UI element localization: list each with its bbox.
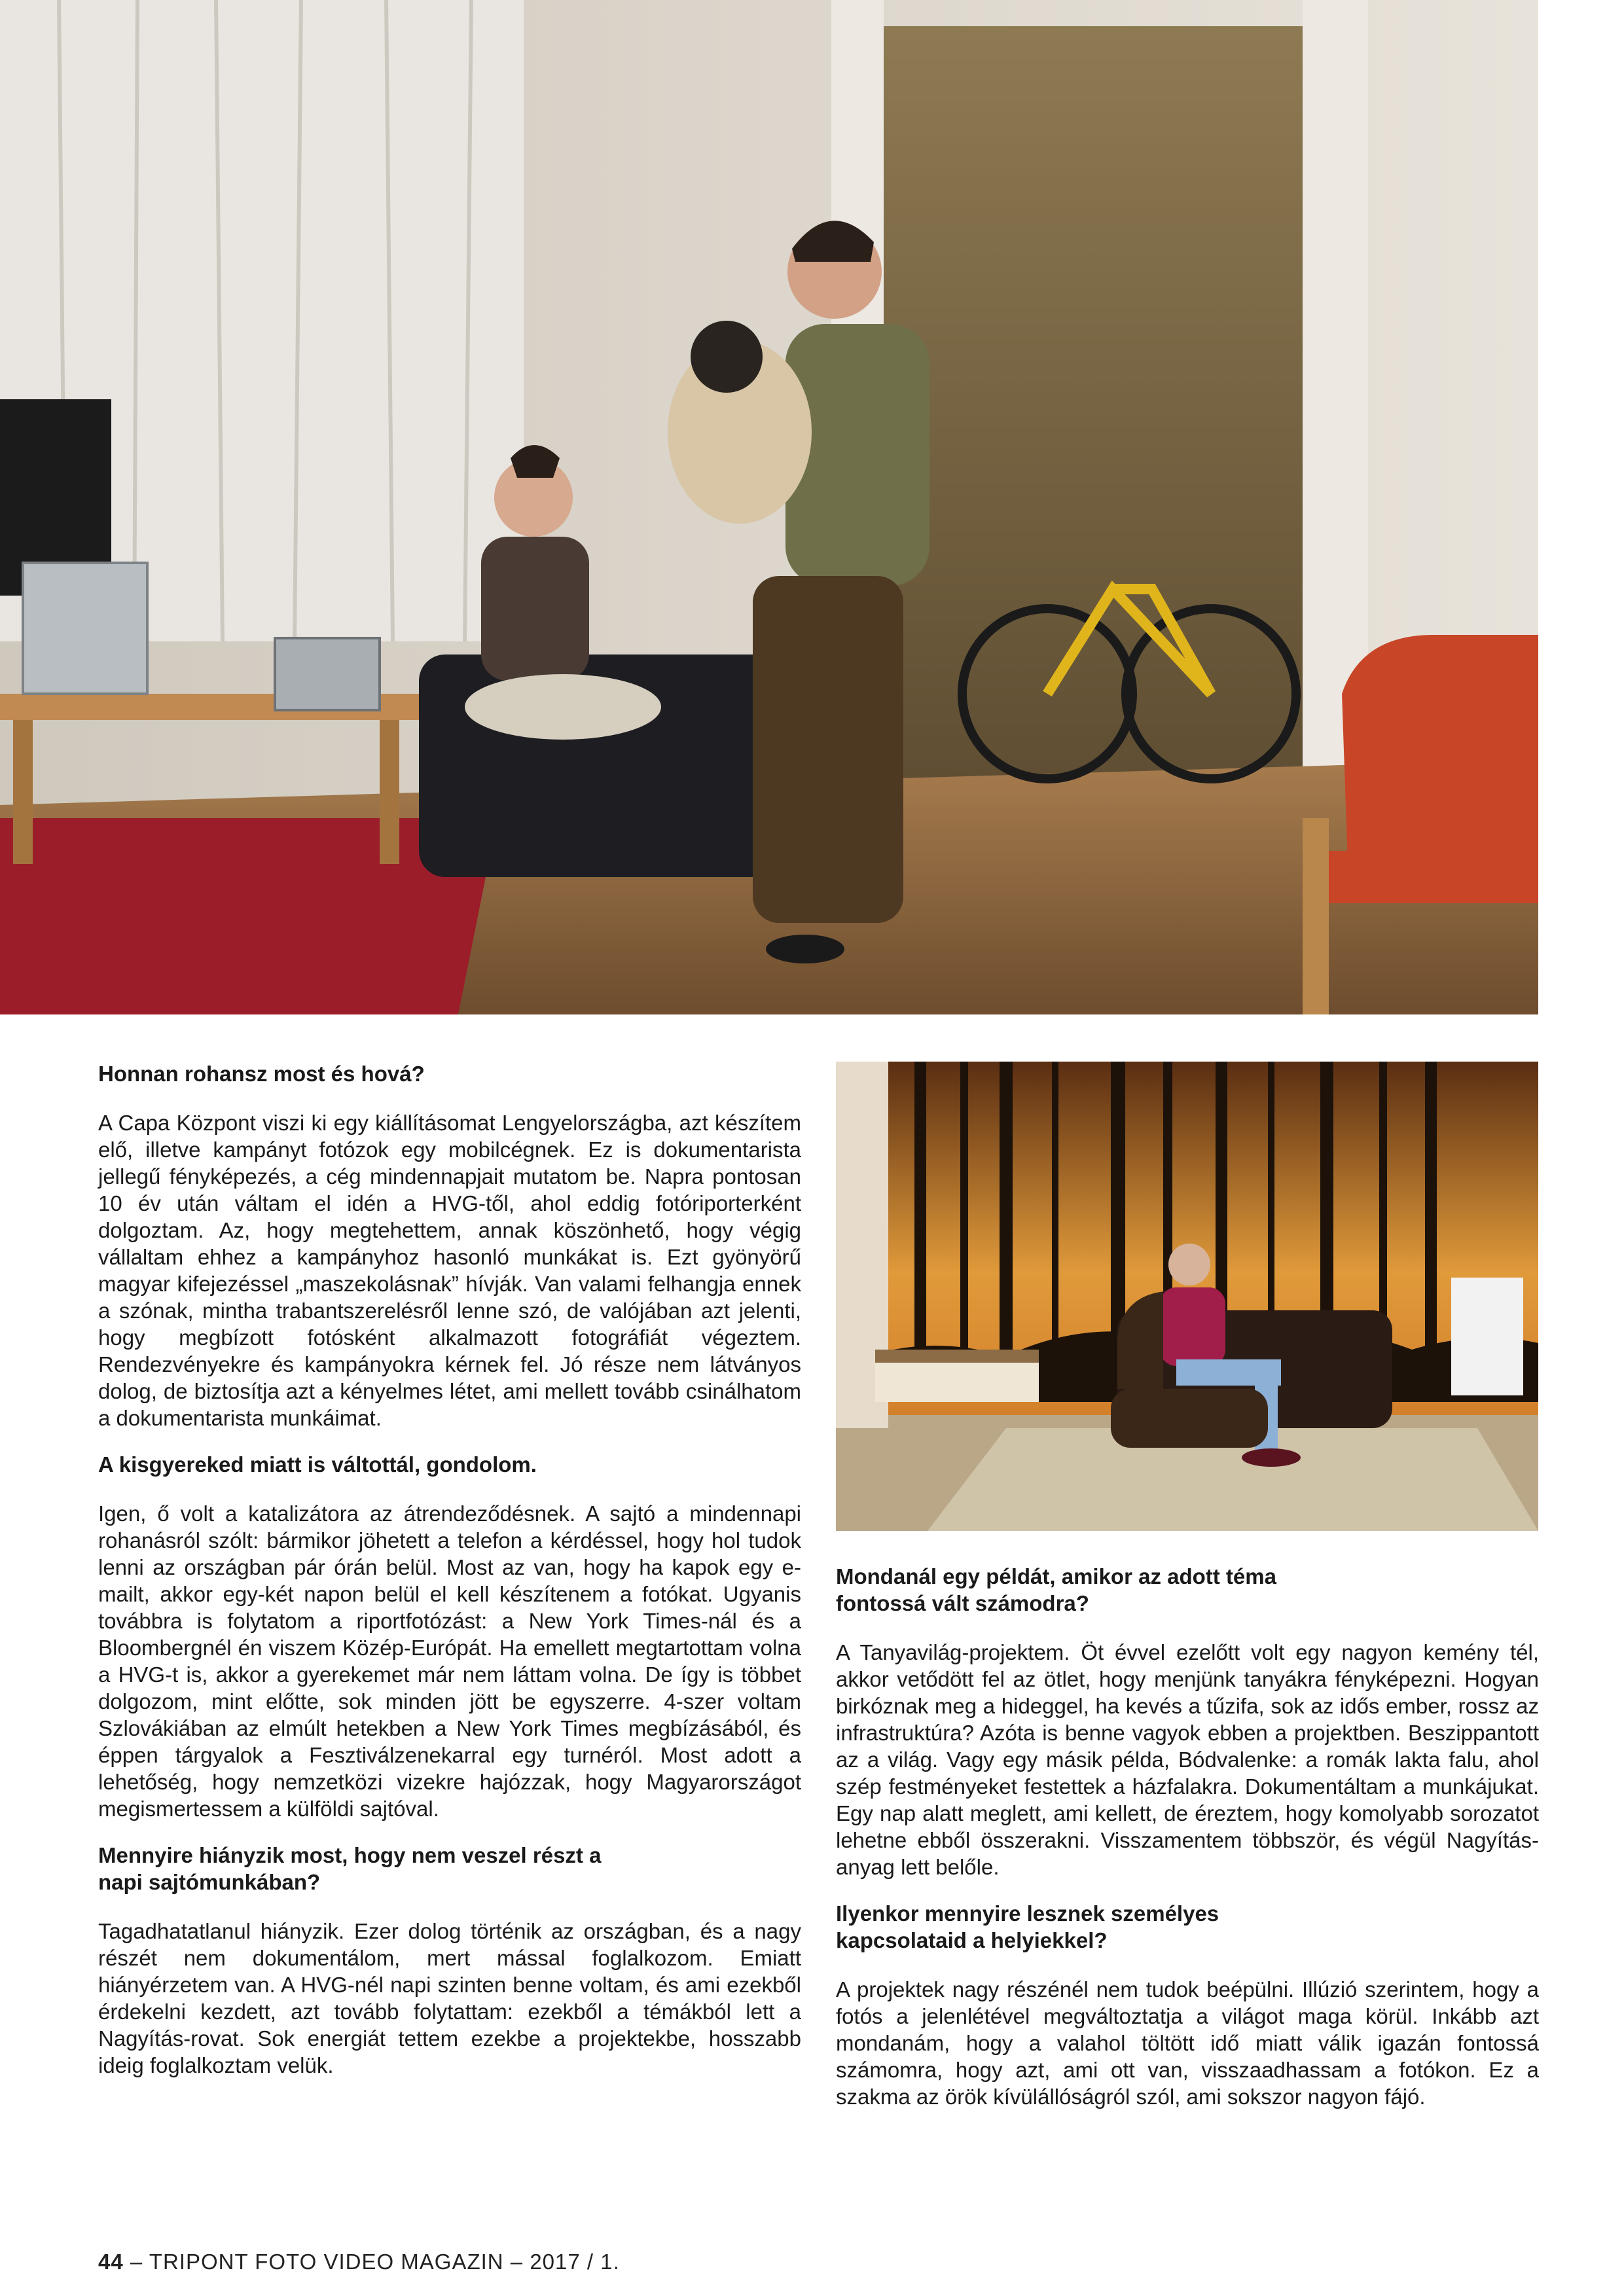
page-number: 44 — [98, 2250, 124, 2274]
photo-top-illustration — [0, 0, 1538, 1014]
answer-5: A projektek nagy részénél nem tudok beépülni. Illúzió szerintem, hogy a fotós a jelenlétével megváltoztatja a világot maga körül. Inkább azt mondanám, hogy a valahol töltött idő miatt válik igazán fontossá számomra, hogy azt, ami ott van, visszaadhassam a fotókon. Ez a szakma az örök kívülállóságról szól, ami sokszor nagyon fájó. — [836, 1977, 1539, 2109]
page-footer — [98, 2250, 620, 2274]
footer-text: – TRIPONT FOTO VIDEO MAGAZIN – 2017 / 1. — [130, 2250, 620, 2274]
answer-4: A Tanyavilág-projektem. Öt évvel ezelőtt volt egy nagyon kemény tél, akkor vetődött fel az ötlet, hogy menjünk tanyákra fényképezni. Hogyan birkóznak meg a hideggel, ha kevés a tűzifa, sok az idős ember, rossz az infrastruktúra? Azóta is benne vagyok ebben a projektben. Beszippantott az a világ. Vagy egy másik példa, Bódvalenke: a romák lakta falu, ahol szép festményeket festettek a házfalakra. Dokumentáltam a munkájukat. Egy nap alatt meglett, ami kellett, de éreztem, hogy komolyabb sorozatot lehetne ebből összerakni. Visszamentem többször, és végül Nagyítás-anyag lett belőle. — [836, 1640, 1539, 1879]
question-1: Honnan rohansz most és hová? — [98, 1062, 425, 1086]
answer-3: Tagadhatatlanul hiányzik. Ezer dolog történik az országban, és a nagy részét nem dokumentálom, mert mással foglalkozom. Emiatt hiányérzetem van. A HVG-nél napi szinten benne voltam, és ami ezekből érdekelni kezdett, azt tovább folytattam: ezekből a témákból lett a Nagyítás-rovat. Sok energiát tettem ezekbe a projektekbe, hosszabb ideig foglalkoztam velük. — [98, 1919, 801, 2077]
answer-1: A Capa Központ viszi ki egy kiállításomat Lengyelországba, azt készítem elő, illetve kampányt fotózok egy mobilcégnek. Ez is dokumentarista jellegű fényképezés, a cég mindennapjait mutatom be. Napra pontosan 10 év után váltam el idén a HVG-től, ahol eddig fotóriporterként dolgoztam. Az, hogy megtehettem, annak köszönhető, hogy végig vállaltam ehhez a kampányhoz hasonló munkákat is. Ezt gyönyörű magyar kifejezéssel „maszekolásnak” hívják. Van valami felhangja ennek a szónak, mintha trabantszerelésről lenne szó, de valójában azt jelenti, hogy megbízott fotósként alkalmazott fotográfiát végeztem. Rendezvényekre és kampányokra kérnek fel. Jó része nem látványos dolog, de biztosítja azt a kényelmes létet, ami mellett tovább csinálhatom a dokumentarista munkáimat. — [98, 1111, 801, 1430]
photo-top — [0, 0, 1538, 1014]
left-column — [98, 1060, 801, 2098]
photo-right — [836, 1062, 1538, 1531]
question-5: Ilyenkor mennyire lesznek személyes kapcsolataid a helyiekkel? — [836, 1901, 1219, 1952]
question-3: Mennyire hiányzik most, hogy nem veszel részt a napi sajtómunkában? — [98, 1843, 602, 1894]
right-column — [836, 1563, 1539, 2130]
photo-right-illustration — [836, 1062, 1538, 1531]
answer-2: Igen, ő volt a katalizátora az átrendeződésnek. A sajtó a mindennapi rohanásról szólt: bármikor jöhetett a telefon a kérdéssel, hogy hol tudok lenni az országban pár órán belül. Most az van, hogy ha kapok egy e-mailt, akkor egy-két napon belül el kell készítenem a fotókat. Ugyanis továbbra is folytatom a riportfotózást: a New York Times-nál és a Bloombergnél én viszem Közép-Európát. Ha emellett megtartottam volna a HVG-t is, akkor a gyerekemet már nem láttam volna. De így is többet dolgozom, mint előtte, sok minden jött be egyszerre. 4-szer voltam Szlovákiában az elmúlt hetekben a New York Times megbízásából, és éppen tárgyalok a Fesztiválzenekarral egy turnéról. Most adott a lehetőség, hogy nemzetközi vizekre hajózzak, hogy Magyarországot megismertessem a külföldi sajtóval. — [98, 1501, 801, 1821]
question-4: Mondanál egy példát, amikor az adott téma fontossá vált számodra? — [836, 1564, 1276, 1615]
question-2: A kisgyereked miatt is váltottál, gondolom. — [98, 1452, 537, 1477]
